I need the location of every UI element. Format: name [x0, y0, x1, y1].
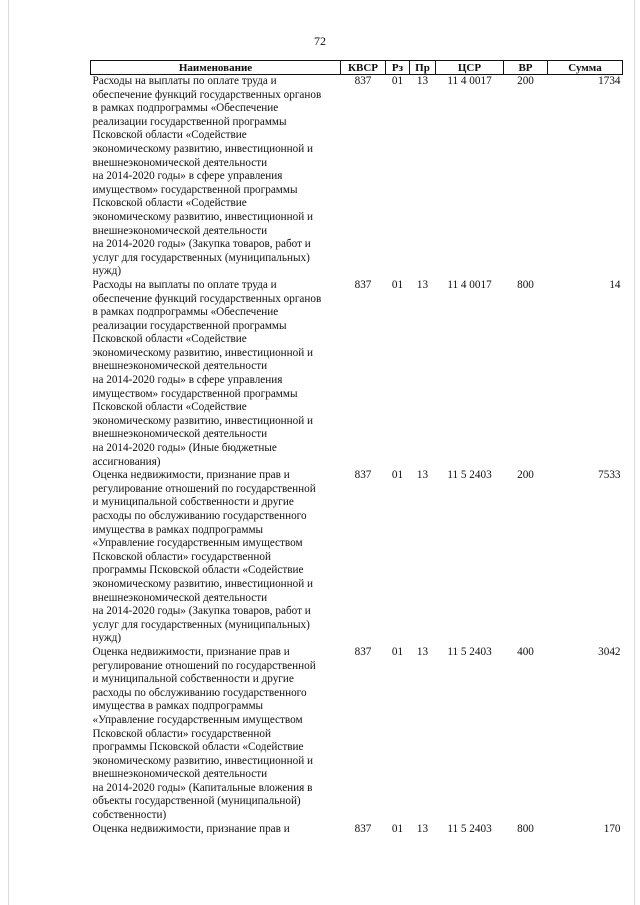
row-name-line: нужд) — [92, 632, 122, 645]
row-name-line: имущества в рамках подпрограммы — [92, 523, 264, 536]
row-name-line: в рамках подпрограммы «Обеспечение — [92, 306, 279, 319]
row-vr-cell: 400 — [517, 645, 534, 658]
row-name-line: на 2014-2020 годы» (Закупка товаров, работ и — [92, 238, 311, 251]
header-csr: ЦСР — [436, 61, 504, 75]
header-kvsr: КВСР — [341, 61, 386, 75]
row-name-line: внешнеэкономической деятельности — [92, 156, 268, 169]
row-name-cell — [91, 279, 341, 469]
row-pr-cell: 13 — [416, 469, 429, 482]
header-sum: Сумма — [548, 61, 623, 75]
row-rz-cell: 01 — [391, 645, 404, 658]
row-name-line: объекты государственной (муниципальной) — [92, 795, 301, 808]
row-name-line: собственности) — [92, 809, 167, 822]
table-header-row — [91, 61, 623, 75]
row-name-line: обеспечение функций государственных органов — [92, 292, 322, 305]
row-kvsr-cell: 837 — [354, 822, 372, 835]
row-name-line: экономическому развитию, инвестиционной и — [92, 414, 314, 427]
row-vr-cell: 800 — [517, 278, 534, 291]
row-name-line: на 2014-2020 годы» в сфере управления — [92, 374, 283, 387]
row-name-cell — [91, 646, 341, 823]
table-row — [91, 279, 623, 469]
row-name-line: экономическому развитию, инвестиционной и — [92, 142, 314, 155]
row-name-line: экономическому развитию, инвестиционной и — [92, 577, 314, 590]
row-name-line: имуществом» государственной программы — [92, 183, 298, 196]
row-name-line: и муниципальной собственности и другие — [92, 673, 294, 686]
row-name-line: имуществом» государственной программы — [92, 387, 298, 400]
row-name-line: экономическому развитию, инвестиционной и — [92, 346, 314, 359]
row-csr-cell: 11 5 2403 — [447, 469, 492, 482]
row-kvsr-cell: 837 — [354, 645, 372, 658]
row-csr-cell: 11 4 0017 — [447, 278, 492, 291]
row-vr-cell: 200 — [517, 469, 534, 482]
row-name-line: реализации государственной программы — [92, 115, 287, 128]
row-pr-cell: 13 — [416, 278, 429, 291]
row-csr-cell: 11 5 2403 — [447, 822, 492, 835]
row-name-line: на 2014-2020 годы» (Закупка товаров, работ и — [92, 605, 311, 618]
scan-edge-right — [634, 0, 635, 905]
table-row — [91, 469, 623, 646]
header-vr: ВР — [504, 61, 548, 75]
row-name-line: внешнеэкономической деятельности — [92, 360, 268, 373]
row-name-line: «Управление государственным имуществом — [92, 537, 303, 550]
row-name-line: внешнеэкономической деятельности — [92, 428, 268, 441]
row-name-line: Псковской области «Содействие — [92, 197, 247, 210]
row-sum-cell: 14 — [609, 278, 621, 291]
row-name-line: услуг для государственных (муниципальных) — [92, 251, 310, 264]
row-rz-cell: 01 — [391, 278, 404, 291]
scan-edge-left — [8, 0, 9, 905]
row-name-line: в рамках подпрограммы «Обеспечение — [92, 102, 279, 115]
row-name-line: Оценка недвижимости, признание прав и — [92, 469, 290, 482]
row-name-line: Псковской области «Содействие — [92, 401, 247, 414]
row-sum-cell: 7533 — [598, 469, 621, 482]
row-name-line: регулирование отношений по государственной — [92, 659, 316, 672]
row-rz-cell: 01 — [391, 75, 404, 87]
table-row — [91, 823, 623, 837]
table-row — [91, 646, 623, 823]
row-name-line: внешнеэкономической деятельности — [92, 768, 268, 781]
row-name-line: Расходы на выплаты по оплате труда и — [92, 75, 277, 87]
row-name-line: регулирование отношений по государственной — [92, 482, 316, 495]
row-name-line: программы Псковской области «Содействие — [92, 564, 304, 577]
row-name-cell — [91, 823, 341, 837]
row-name-line: ассигнования) — [92, 455, 161, 468]
row-csr-cell: 11 4 0017 — [447, 75, 492, 87]
row-rz-cell: 01 — [391, 822, 404, 835]
budget-table — [90, 60, 623, 836]
row-name-line: на 2014-2020 годы» (Иные бюджетные — [92, 442, 277, 455]
header-rz: Рз — [386, 61, 410, 75]
row-sum-cell: 170 — [603, 822, 621, 835]
row-name-line: расходы по обслуживанию государственного — [92, 686, 307, 699]
row-name-cell — [91, 75, 341, 279]
row-name-line: на 2014-2020 годы» (Капитальные вложения в — [92, 781, 313, 794]
row-name-line: Псковской области «Содействие — [92, 333, 247, 346]
row-pr-cell: 13 — [416, 645, 429, 658]
row-name-line: «Управление государственным имуществом — [92, 713, 303, 726]
row-name-line: нужд) — [92, 265, 122, 278]
header-name: Наименование — [91, 61, 341, 75]
row-name-line: Псковской области «Содействие — [92, 129, 247, 142]
row-name-line: имущества в рамках подпрограммы — [92, 700, 264, 713]
row-name-line: экономическому развитию, инвестиционной и — [92, 210, 314, 223]
row-pr-cell: 13 — [416, 75, 429, 87]
row-name-line: реализации государственной программы — [92, 319, 287, 332]
row-name-line: внешнеэкономической деятельности — [92, 224, 268, 237]
row-name-line: Расходы на выплаты по оплате труда и — [92, 278, 277, 291]
row-name-line: внешнеэкономической деятельности — [92, 591, 268, 604]
row-rz-cell: 01 — [391, 469, 404, 482]
row-name-line: и муниципальной собственности и другие — [92, 496, 294, 509]
row-name-line: расходы по обслуживанию государственного — [92, 510, 307, 522]
row-kvsr-cell: 837 — [354, 469, 372, 482]
header-pr: Пр — [410, 61, 436, 75]
row-name-line: Оценка недвижимости, признание прав и — [92, 822, 290, 835]
row-name-line: Оценка недвижимости, признание прав и — [92, 645, 290, 658]
row-sum-cell: 1734 — [598, 75, 621, 87]
row-pr-cell: 13 — [416, 822, 429, 835]
row-vr-cell: 200 — [517, 75, 534, 87]
row-name-line: Псковской области» государственной — [92, 727, 271, 740]
row-csr-cell: 11 5 2403 — [447, 645, 492, 658]
row-name-line: программы Псковской области «Содействие — [92, 741, 304, 754]
row-name-line: на 2014-2020 годы» в сфере управления — [92, 170, 283, 183]
row-name-line: экономическому развитию, инвестиционной и — [92, 754, 314, 767]
row-name-cell — [91, 469, 341, 646]
page-number: 72 — [314, 34, 326, 48]
row-vr-cell: 800 — [517, 822, 534, 835]
row-name-line: услуг для государственных (муниципальных) — [92, 618, 310, 631]
row-name-line: Псковской области» государственной — [92, 550, 271, 563]
table-body — [91, 75, 623, 837]
row-kvsr-cell: 837 — [354, 278, 372, 291]
table-row — [91, 75, 623, 279]
row-name-line: обеспечение функций государственных органов — [92, 88, 322, 101]
row-kvsr-cell: 837 — [354, 75, 372, 87]
row-sum-cell: 3042 — [598, 645, 621, 658]
